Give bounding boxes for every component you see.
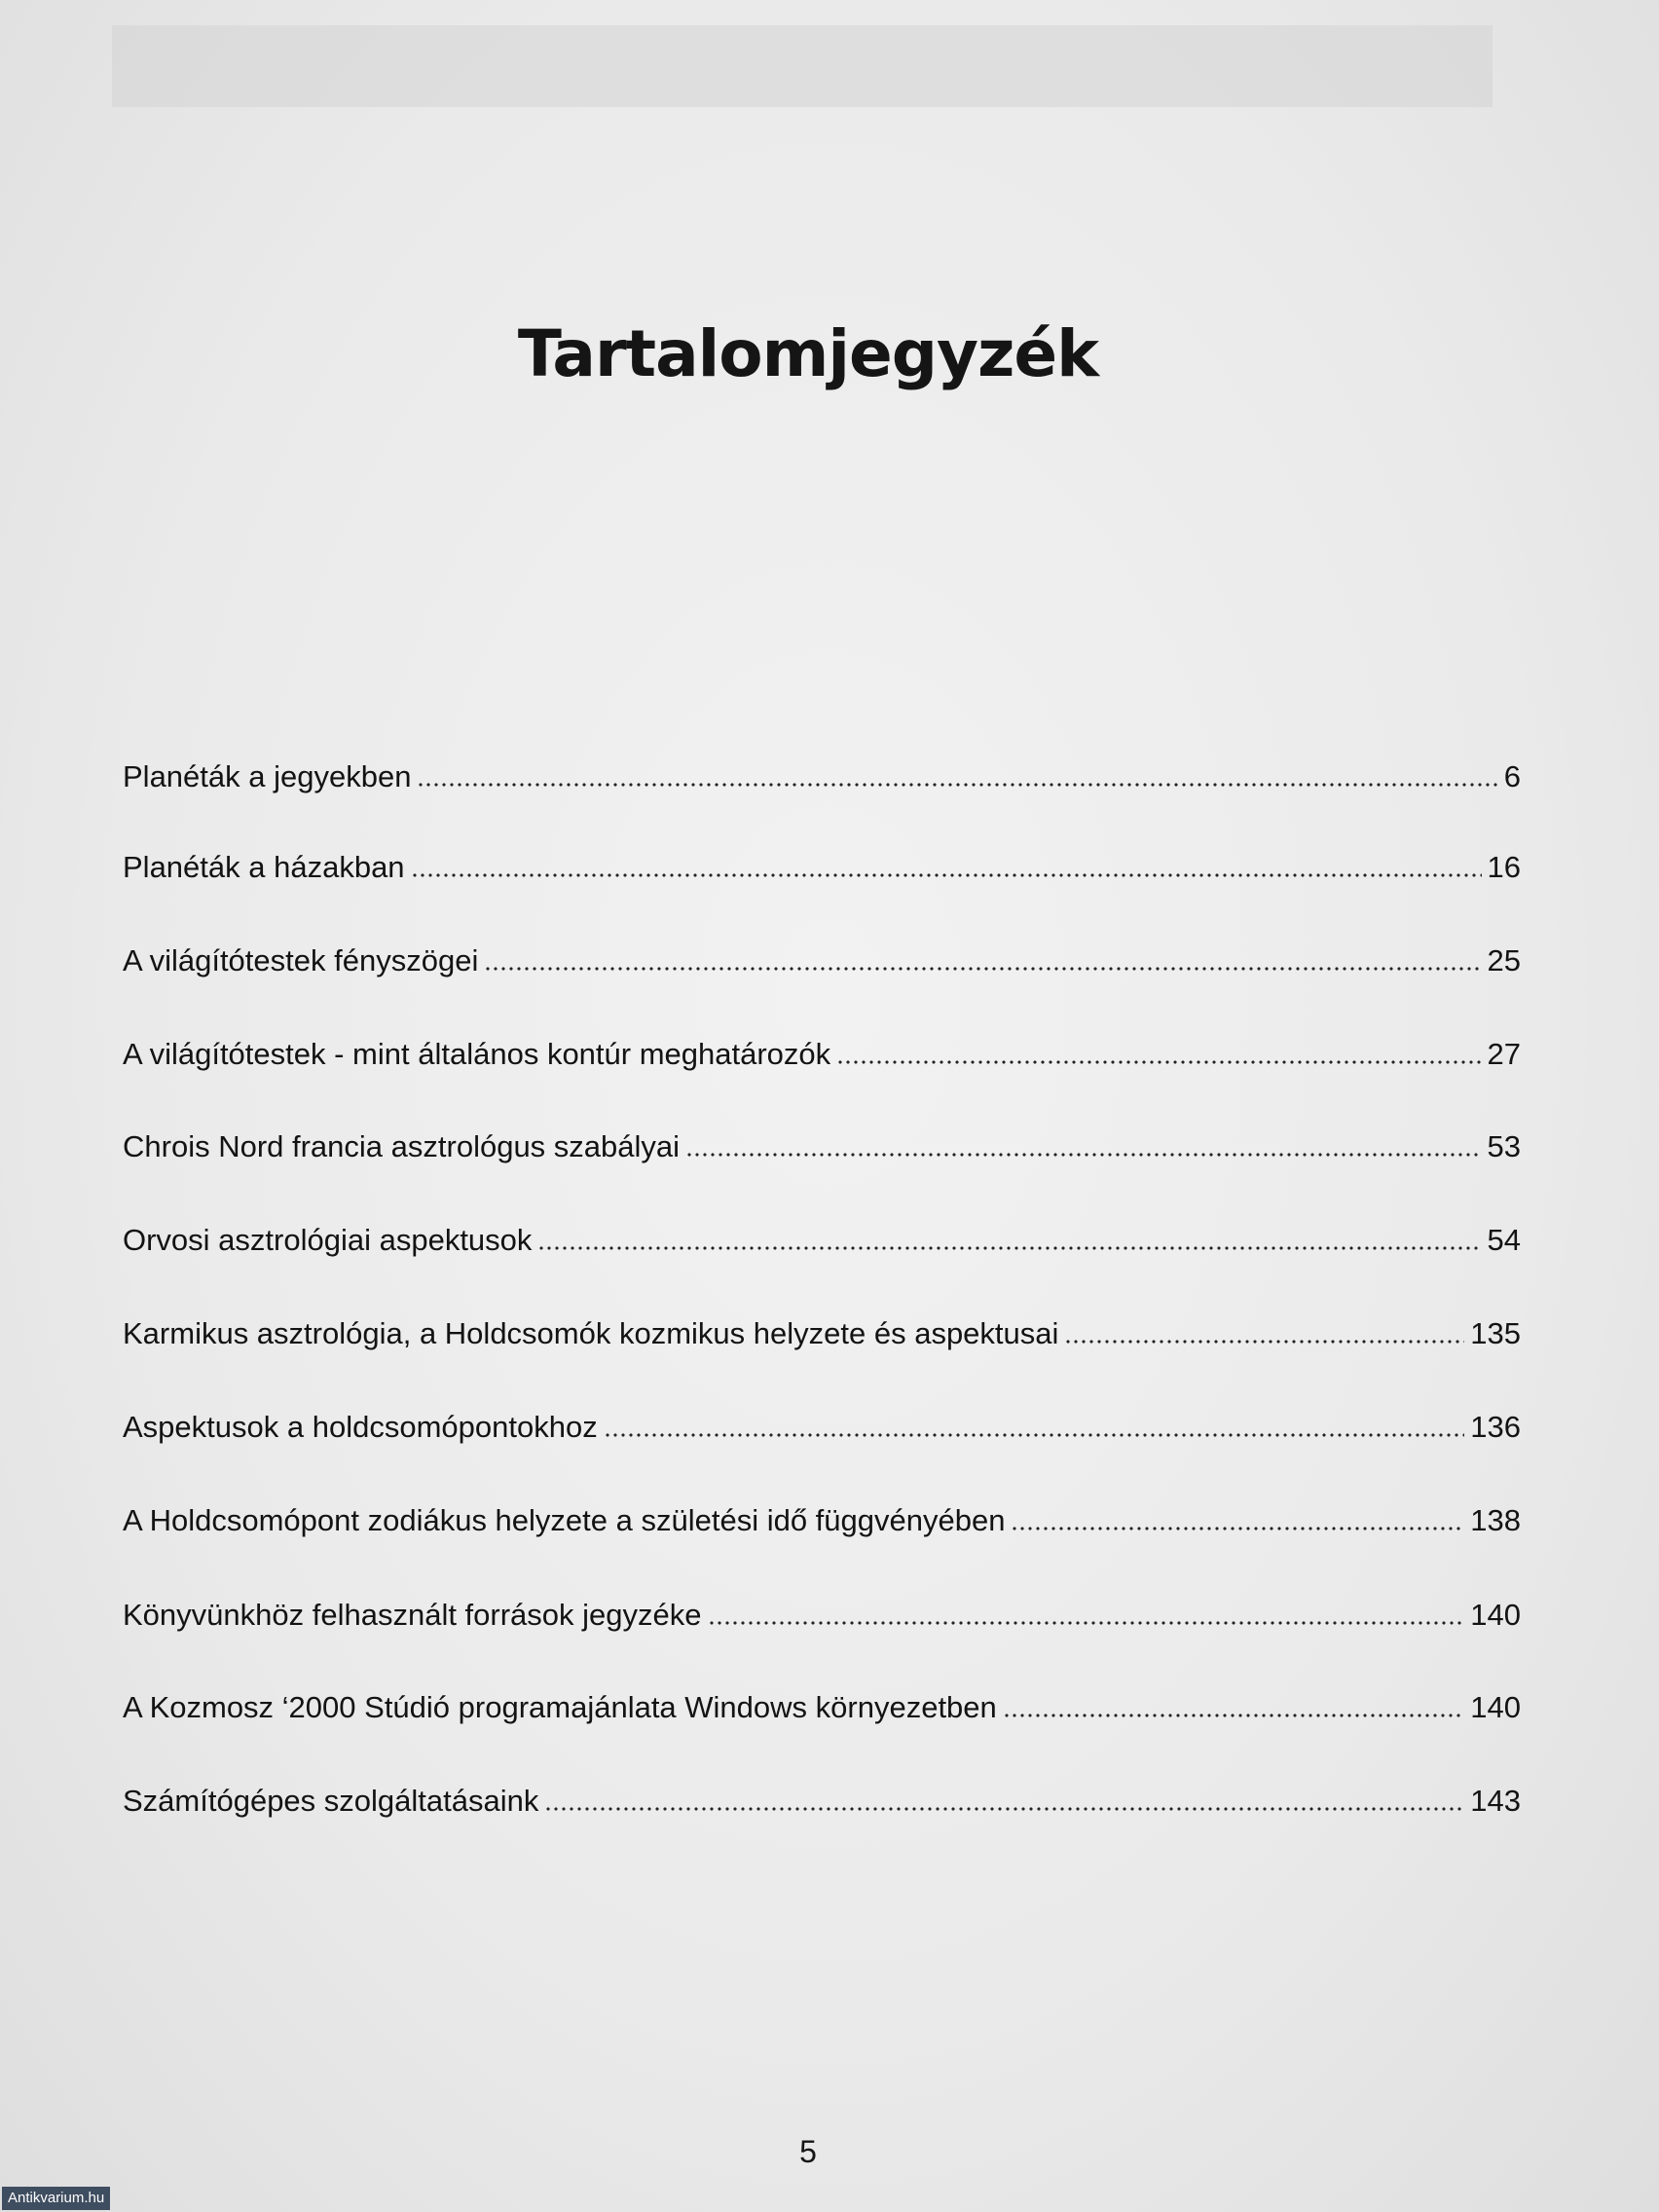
dot-leader: [411, 855, 1482, 878]
toc-entry-title: Chrois Nord francia asztrológus szabályai: [123, 1129, 681, 1163]
toc-entry-page: 140: [1470, 1690, 1521, 1724]
dot-leader: [544, 1788, 1464, 1812]
toc-entry-title: Planéták a házakban: [123, 850, 405, 884]
dot-leader: [537, 1228, 1481, 1251]
bleed-through-band: [112, 25, 1493, 107]
toc-entry-title: A Holdcsomópont zodiákus helyzete a születési idő függvényében: [123, 1503, 1006, 1537]
toc-entry: [123, 937, 1521, 979]
page-number: 5: [799, 2134, 817, 2169]
toc-entry-title: A világítótestek fényszögei: [123, 943, 479, 977]
site-watermark: Antikvarium.hu: [2, 2187, 110, 2210]
toc-entry: [123, 1496, 1521, 1539]
dot-leader: [417, 764, 1497, 788]
toc-entry-page: 27: [1487, 1037, 1521, 1071]
dot-leader: [484, 948, 1481, 972]
dot-leader: [604, 1415, 1465, 1438]
toc-entry-title: Orvosi asztrológiai aspektusok: [123, 1223, 533, 1257]
toc-entry-page: 16: [1487, 850, 1521, 884]
toc-entry: [123, 843, 1521, 886]
dot-leader: [836, 1042, 1481, 1065]
page-title: Tartalomjegyzék: [517, 316, 1099, 391]
dot-leader: [1011, 1508, 1464, 1531]
toc-entry: [123, 1123, 1521, 1165]
toc-entry-page: 136: [1470, 1410, 1521, 1444]
toc-entry-title: A világítótestek - mint általános kontúr meghatározók: [123, 1037, 831, 1071]
dot-leader: [708, 1603, 1465, 1626]
toc-entry-title: A Kozmosz ‘2000 Stúdió programajánlata Windows környezetben: [123, 1690, 997, 1724]
dot-leader: [1064, 1321, 1464, 1345]
toc-entry-title: Karmikus asztrológia, a Holdcsomók kozmikus helyzete és aspektusai: [123, 1316, 1059, 1350]
toc-entry-page: 138: [1470, 1503, 1521, 1537]
toc-entry-title: Aspektusok a holdcsomópontokhoz: [123, 1410, 598, 1444]
toc-entry-page: 25: [1487, 943, 1521, 977]
toc-entry: [123, 1216, 1521, 1259]
toc-entry-page: 6: [1503, 759, 1521, 793]
toc-entry: [123, 753, 1521, 795]
toc-entry: [123, 1591, 1521, 1634]
toc-entry-title: Számítógépes szolgáltatásaink: [123, 1784, 539, 1818]
toc-entry-page: 140: [1470, 1598, 1521, 1632]
toc-entry: [123, 1403, 1521, 1446]
toc-entry: [123, 1030, 1521, 1073]
toc-entry-title: Planéták a jegyekben: [123, 759, 412, 793]
toc-entry-page: 54: [1487, 1223, 1521, 1257]
toc-entry: [123, 1777, 1521, 1820]
dot-leader: [685, 1134, 1481, 1158]
toc-entry-page: 135: [1470, 1316, 1521, 1350]
dot-leader: [1003, 1695, 1464, 1718]
toc-entry-page: 53: [1487, 1129, 1521, 1163]
toc-entry-page: 143: [1470, 1784, 1521, 1818]
toc-entry: [123, 1683, 1521, 1726]
toc-entry: [123, 1309, 1521, 1352]
toc-entry-title: Könyvünkhöz felhasznált források jegyzéke: [123, 1598, 702, 1632]
